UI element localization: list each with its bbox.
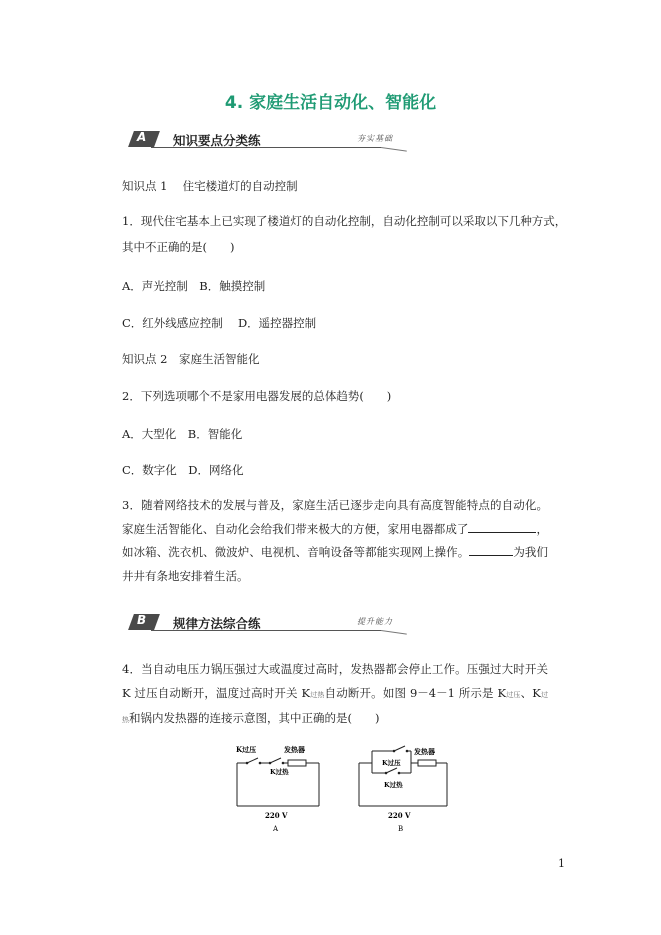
q4-sub1: 过热 bbox=[310, 690, 325, 699]
q1-options-cd: C．红外线感应控制 D．遥控器控制 bbox=[122, 316, 317, 330]
q4-sub3: 过热 bbox=[122, 690, 549, 724]
knowledge-point-2: 知识点 2 家庭生活智能化 bbox=[122, 352, 260, 366]
q4-part2: 自动断开。如图 9－4－1 所示是 K bbox=[324, 685, 507, 700]
q4-part3: 、K bbox=[520, 685, 541, 700]
q3-part1: 3．随着网络技术的发展与普及，家庭生活已逐步走向具有高度智能特点的自动化。家庭生活智能化、自动化会给我们带来极大的方便，家用电器都成了 bbox=[122, 498, 548, 536]
q4-part4: 和锅内发热器的连接示意图，其中正确的是( ) bbox=[129, 711, 380, 725]
q3-paragraph bbox=[122, 494, 548, 588]
page-number: 1 bbox=[558, 857, 565, 870]
section-b-banner bbox=[131, 614, 407, 634]
circuit-b-heater-label: 发热器 bbox=[414, 747, 435, 756]
q3-part3: 为我们井井有条地安排着生活。 bbox=[122, 545, 549, 583]
q3-part2: ，如冰箱、洗衣机、微波炉、电视机、音响设备等都能实现网上操作。 bbox=[122, 521, 549, 559]
circuit-a-k-overheat: K过热 bbox=[270, 768, 289, 776]
q1-options-ab: A．声光控制 B．触摸控制 bbox=[122, 279, 266, 293]
q2-options-ab: A．大型化 B．智能化 bbox=[122, 427, 243, 441]
circuit-diagram-b bbox=[354, 743, 452, 835]
section-b-rule bbox=[151, 630, 381, 631]
circuit-a-heater-label: 发热器 bbox=[284, 745, 305, 754]
circuit-b-label: B bbox=[398, 825, 404, 833]
circuit-a-label: A bbox=[273, 825, 279, 833]
section-a-letter: A bbox=[137, 130, 147, 144]
section-a-name: 知识要点分类练 bbox=[173, 133, 261, 148]
circuit-b-k-overheat: K过热 bbox=[384, 781, 403, 789]
section-b-rule-tail bbox=[381, 630, 407, 635]
section-a-tag: 夯实基础 bbox=[357, 134, 393, 143]
section-b-letter: B bbox=[137, 613, 147, 627]
circuit-b-voltage: 220 V bbox=[388, 811, 411, 820]
q1-line1: 1．现代住宅基本上已实现了楼道灯的自动化控制，自动化控制可以采取以下几种方式， bbox=[122, 214, 567, 228]
circuit-b-k-overpressure: K过压 bbox=[382, 759, 401, 767]
section-a-rule-tail bbox=[381, 147, 407, 152]
q2-options-cd: C．数字化 D．网络化 bbox=[122, 463, 244, 477]
q3-blank-2 bbox=[469, 543, 513, 556]
knowledge-point-1: 知识点 1 住宅楼道灯的自动控制 bbox=[122, 179, 298, 193]
q4-paragraph bbox=[122, 658, 548, 733]
circuit-a-k-overpressure: K过压 bbox=[236, 745, 257, 754]
q1-line2: 其中不正确的是( ) bbox=[122, 240, 235, 254]
q3-blank-1 bbox=[468, 520, 536, 533]
circuit-diagram-a bbox=[232, 743, 324, 835]
q4-sub2: 过压 bbox=[506, 690, 521, 699]
section-a-rule bbox=[151, 147, 381, 148]
page-title: 4. 家庭生活自动化、智能化 bbox=[224, 93, 437, 113]
section-b-tag: 提升能力 bbox=[357, 617, 393, 626]
q4-part1: 4．当自动电压力锅压强过大或温度过高时，发热器都会停止工作。压强过大时开关 K 过压自动断开，温度过高时开关 K bbox=[122, 662, 548, 700]
circuit-a-voltage: 220 V bbox=[265, 811, 288, 820]
section-a-banner bbox=[131, 131, 407, 151]
q2-stem: 2．下列选项哪个不是家用电器发展的总体趋势( ) bbox=[122, 389, 392, 403]
section-b-name: 规律方法综合练 bbox=[173, 616, 261, 631]
